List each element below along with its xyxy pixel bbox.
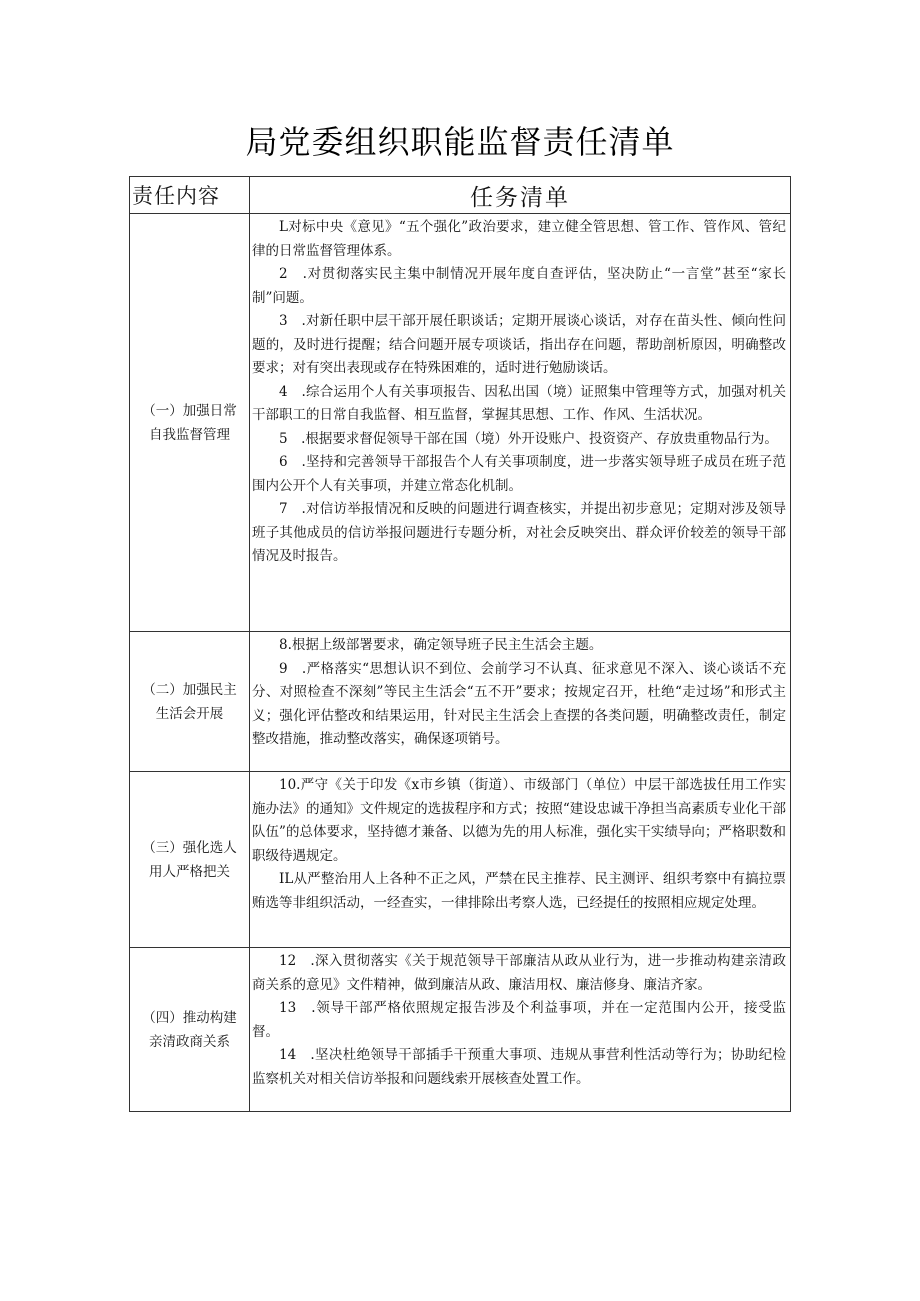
category-cell: （三）强化选人用人严格把关 [130,772,250,948]
task-item: 7 .对信访举报情况和反映的问题进行调查核实，并提出初步意见；定期对涉及领导班子其他成员的信访举报问题进行专题分析，对社会反映突出、群众评价较差的领导干部情况及时报告。 [252,501,786,564]
header-responsibility: 责任内容 [130,177,250,214]
task-cell [250,948,791,1112]
table-row [130,632,791,772]
task-item: 12 .深入贯彻落实《关于规范领导干部廉洁从政从业行为，进一步推动构建亲清政商关系的意见》文件精神，做到廉洁从政、廉洁用权、廉洁修身、廉洁齐家。 [252,953,786,993]
task-item: 2 .对贯彻落实民主集中制情况开展年度自查评估，坚决防止“一言堂”甚至“家长制”问题。 [252,266,786,306]
task-item: 6 .坚持和完善领导干部报告个人有关事项制度，进一步落实领导班子成员在班子范围内公开个人有关事项，并建立常态化机制。 [252,454,786,494]
table-row [130,948,791,1112]
task-item: L对标中央《意见》“五个强化”政治要求，建立健全管思想、管工作、管作风、管纪律的日常监督管理体系。 [252,219,786,259]
page-title: 局党委组织职能监督责任清单 [245,123,675,161]
task-cell [250,772,791,948]
task-item: IL从严整治用人上各种不正之风，严禁在民主推荐、民主测评、组织考察中有搞拉票贿选等非组织活动，一经查实，一律排除出考察人选，已经提任的按照相应规定处理。 [252,871,786,911]
table-header-row [130,177,791,214]
task-item: 5 .根据要求督促领导干部在国（境）外开设账户、投资资产、存放贵重物品行为。 [279,430,778,447]
task-item: 3 .对新任职中层干部开展任职谈话；定期开展谈心谈话，对存在苗头性、倾向性问题的，及时进行提醒；结合问题开展专项谈话，指出存在问题，帮助剖析原因，明确整改要求；对有突出表现或存在特殊困难的，适时进行勉励谈话。 [252,313,786,376]
header-task-list: 任务清单 [250,177,791,214]
category-cell: （一）加强日常自我监督管理 [130,214,250,632]
task-item: 10.严守《关于印发《x市乡镇（街道）、市级部门（单位）中层干部选拔任用工作实施办法》的通知》文件规定的选拔程序和方式；按照“建设忠诚干净担当高素质专业化干部队伍”的总体要求，坚持德才兼备、以德为先的用人标准，强化实干实绩导向；严格职数和职级待遇规定。 [252,777,786,864]
task-item: 9 .严格落实“思想认识不到位、会前学习不认真、征求意见不深入、谈心谈话不充分、对照检查不深刻”等民主生活会“五不开”要求；按规定召开，杜绝“走过场”和形式主义；强化评估整改和结果运用，针对民主生活会上查摆的各类问题，明确整改责任，制定整改措施，推动整改落实，确保逐项销号。 [252,660,786,747]
task-cell [250,214,791,632]
task-cell [250,632,791,772]
table-row [130,772,791,948]
task-item: 4 .综合运用个人有关事项报告、因私出国（境）证照集中管理等方式，加强对机关干部职工的日常自我监督、相互监督，掌握其思想、工作、作风、生活状况。 [252,383,786,423]
task-item: 14 .坚决杜绝领导干部插手干预重大事项、违规从事营利性活动等行为；协助纪检监察机关对相关信访举报和问题线索开展核查处置工作。 [252,1047,786,1087]
task-item: 8.根据上级部署要求，确定领导班子民主生活会主题。 [279,637,603,653]
category-cell: （二）加强民主生活会开展 [130,632,250,772]
responsibility-table [129,176,791,1112]
task-item: 13 .领导干部严格依照规定报告涉及个利益事项，并在一定范围内公开，接受监督。 [252,1000,786,1040]
category-cell: （四）推动构建亲清政商关系 [130,948,250,1112]
table-row [130,214,791,632]
